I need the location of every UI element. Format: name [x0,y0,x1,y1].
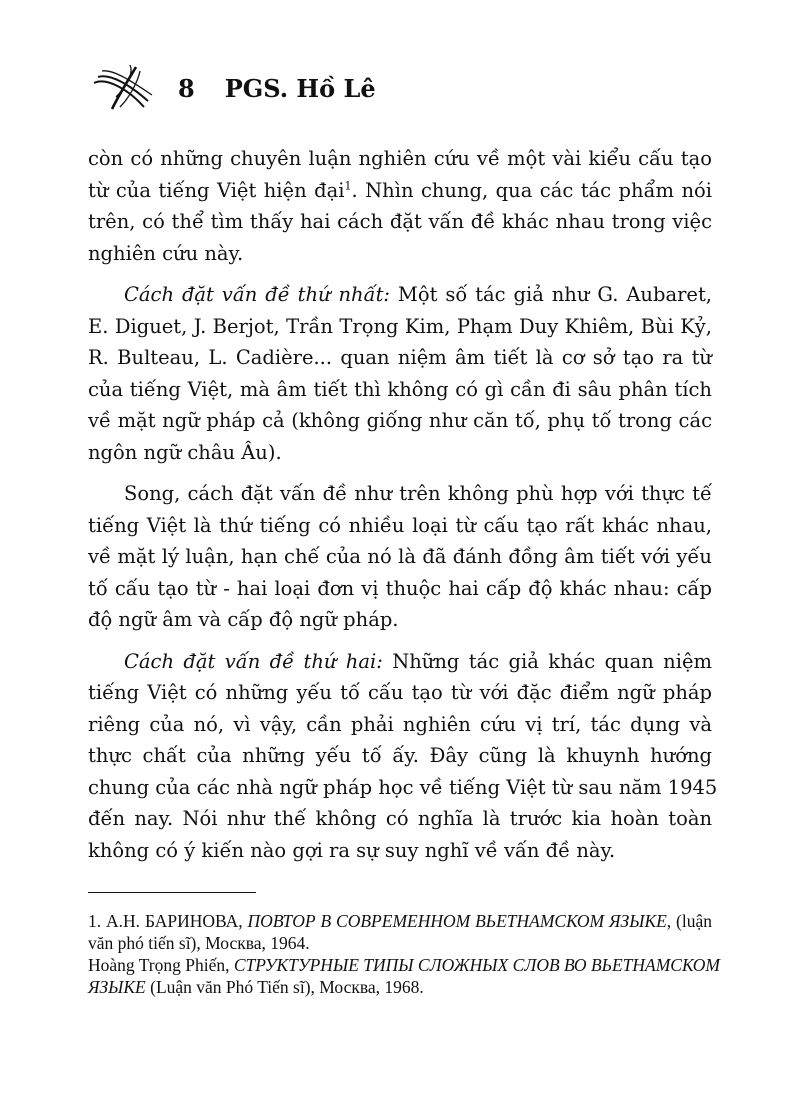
swirl-ornament-icon [90,63,156,113]
text-line: từ của tiếng Việt hiện đại$^1$. Nhìn chung, qua các tác phẩm nói [88,178,712,202]
text-line: chung của các nhà ngữ pháp học về tiếng Việt từ sau năm 1945 [88,775,718,799]
text-line: tiếng Việt là thứ tiếng có nhiều loại từ cấu tạo rất khác nhau, [88,513,712,537]
text-line: E. Diguet, J. Berjot, Trần Trọng Kim, Phạm Duy Khiêm, Bùi Kỷ, [88,314,712,338]
text-line: R. Bulteau, L. Cadière... quan niệm âm tiết là cơ sở tạo ra từ [88,346,712,369]
text-line: tố cấu tạo từ - hai loại đơn vị thuộc hai cấp độ khác nhau: cấp [88,576,712,600]
text-line: ngôn ngữ châu Âu). [88,440,282,464]
footnotes [88,910,720,998]
page-number: 8 [178,73,195,103]
text-line: Cách đặt vấn đề thứ nhất: Một số tác giả như G. Aubaret, [124,283,712,306]
text-line: đến nay. Nói như thế không có nghĩa là trước kia hoàn toàn [88,807,712,830]
text-line: trên, có thể tìm thấy hai cách đặt vấn đề khác nhau trong việc [88,210,712,233]
text-line: không có ý kiến nào gợi ra sự suy nghĩ về vấn đề này. [88,838,616,862]
body-text [88,143,718,876]
footnote-line: ЯЗЫКЕ (Luận văn Phó Tiến sĩ), Москва, 1968. [88,977,424,997]
paragraph-3 [88,478,712,636]
text-line: thực chất của những yếu tố ấy. Đây cũng là khuynh hướng [88,744,712,767]
text-line: riêng của nó, vì vậy, cần phải nghiên cứu vị trí, tác dụng và [88,712,712,736]
text-line: về mặt ngữ pháp cả (không giống như căn tố, phụ tố trong các [88,409,712,432]
paragraph-4 [88,646,718,867]
text-line: về mặt lý luận, hạn chế của nó là đã đánh đồng âm tiết với yếu [88,545,712,568]
footnote-line: 1. А.Н. БАРИНОВА, ПОВТОР В СОВРЕМЕННОМ ВЬЕТНАМСКОМ ЯЗЫКЕ, (luận [88,911,712,931]
paragraph-2 [88,279,712,468]
footnote-line: văn phó tiến sĩ), Москва, 1964. [88,933,310,953]
author-name: PGS. Hồ Lê [224,73,376,103]
paragraph-1 [88,143,712,269]
footnote-line: Hoàng Trọng Phiến, СТРУКТУРНЫЕ ТИПЫ СЛОЖНЫХ СЛОВ ВО ВЬЕТНАМСКОМ [88,955,720,975]
footnote-ref: 1 [344,179,352,192]
text-line: của tiếng Việt, mà âm tiết thì không có gì cần đi sâu phân tích [88,377,712,401]
text-line: còn có những chuyên luận nghiên cứu về một vài kiểu cấu tạo [88,147,712,170]
text-line: Song, cách đặt vấn đề như trên không phù hợp với thực tế [124,482,712,505]
text-line: Cách đặt vấn đề thứ hai: Những tác giả khác quan niệm [124,649,712,673]
text-line: nghiên cứu này. [88,241,244,265]
footnote-divider [88,892,256,893]
text-line: tiếng Việt có những yếu tố cấu tạo từ với đặc điểm ngữ pháp [88,681,712,704]
running-header [90,58,376,118]
text-line: độ ngữ âm và cấp độ ngữ pháp. [88,608,399,631]
